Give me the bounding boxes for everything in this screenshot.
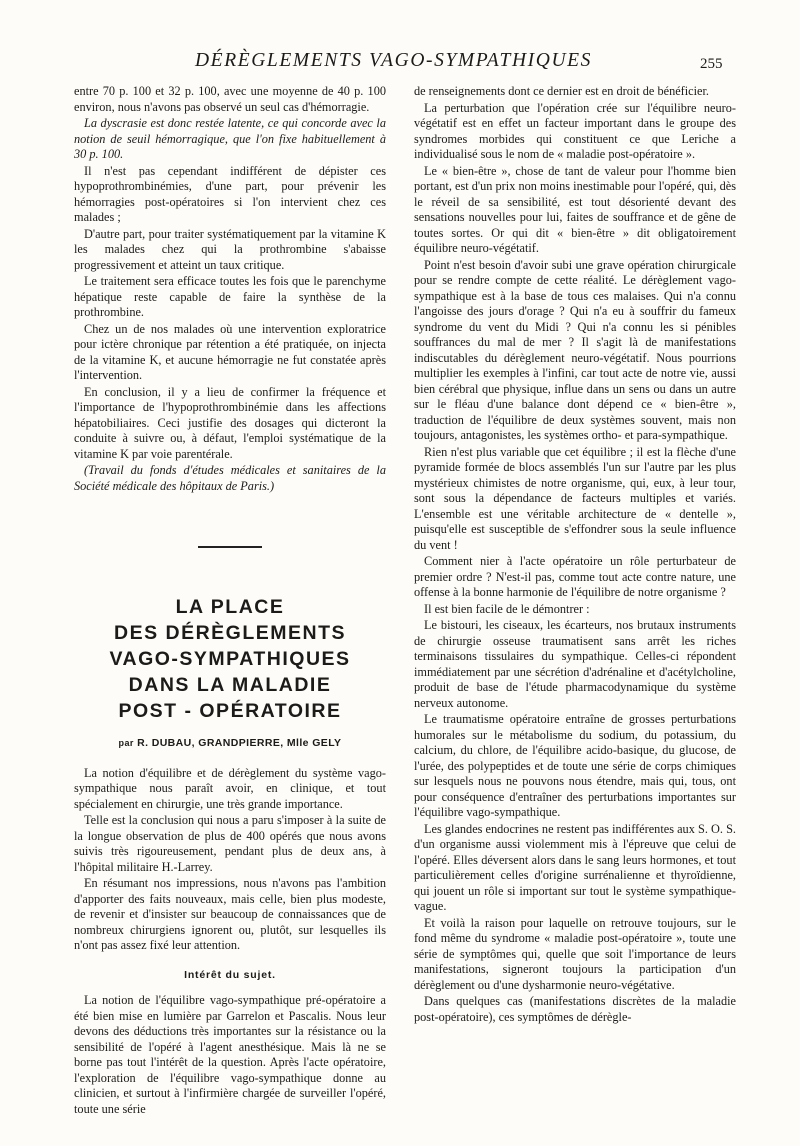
section-divider bbox=[198, 546, 262, 548]
running-title: DÉRÈGLEMENTS VAGO-SYMPATHIQUES bbox=[195, 50, 592, 71]
paragraph: de renseignements dont ce dernier est en droit de bénéficier. bbox=[414, 84, 710, 98]
paragraph: Il est bien facile de le démontrer : bbox=[424, 601, 590, 616]
paragraph: Comment nier à l'acte opératoire un rôle perturbateur de premier ordre ? N'est-il pas, comme tout acte contre nature, une offense à la bonne harmonie de l'équilibre de notre organisme ? bbox=[414, 554, 736, 599]
paragraph: La perturbation que l'opération crée sur l'équilibre neuro-végétatif est en effet un facteur important dans le groupe des syndromes morbides qui constituent ce que Leriche a individualisé sous le nom de « maladie post-opératoire ». bbox=[414, 100, 736, 161]
article-title bbox=[74, 594, 386, 724]
paragraph: Le traitement sera efficace toutes les fois que le parenchyme hépatique reste capable de faire la synthèse de la prothrombine. bbox=[74, 274, 386, 319]
paragraph: Le traumatisme opératoire entraîne de grosses perturbations humorales sur le métabolisme du sodium, du potassium, du calcium, du chlore, de l'équilibre acido-basique, du glucose, de l'urée, des polypeptides et de toute une série de corps chimiques sur lesquels nous ne pouvons nous étendre, mais qui, tous, ont pour conséquence d'entraîner des perturbations importantes sur l'équilibre vago-sympathique. bbox=[414, 712, 736, 819]
paragraph: entre 70 p. 100 et 32 p. 100, avec une moyenne de 40 p. 100 environ, nous n'avons pas observé un seul cas d'hémorragie. bbox=[74, 84, 386, 114]
section-heading: Intérêt du sujet. bbox=[184, 968, 276, 981]
article-title-line: DES DÉRÈGLEMENTS bbox=[113, 622, 347, 644]
article-title-line: VAGO-SYMPATHIQUES bbox=[109, 648, 351, 670]
right-column bbox=[414, 84, 736, 1026]
left-column bbox=[74, 84, 386, 1118]
paragraph: Point n'est besoin d'avoir subi une grave opération chirurgicale pour se rendre compte de cette réalité. Le dérèglement vago-sympathique est à la base de tous ces malaises. Qui n'a connu l'angoisse des jours d'orage ? Qui n'a eu à souffrir du fameux syndrome du vent du Midi ? Qui n'a connu les si pénibles souffrances du mal de mer ? Il s'agit là de manifestations indiscutables du dérèglement neuro-végétatif. Nous pourrions multiplier les exemples à l'infini, car tout acte de notre vie, aussi bien cérébral que physique, influe dans un sens ou dans un autre sur le fléau d'une balance dont dépend ce « bien-être », traduction de l'équilibre de deux systèmes souvent, mais non toujours, antagonistes, les systèmes ortho- et para-sympathique. bbox=[414, 257, 736, 442]
paragraph: D'autre part, pour traiter systématiquement par la vitamine K les malades chez qui la prothrombine s'abaisse progressivement et atteint un taux critique. bbox=[74, 226, 386, 272]
article-authors bbox=[74, 736, 386, 752]
paragraph: Le bistouri, les ciseaux, les écarteurs, nos brutaux instruments de chirurgie osseuse traumatisent sans arrêt les riches terminaisons tissulaires du sympathique. Celles-ci répondent immédiatement par une sécrétion d'adrénaline et d'acétylcholine, produit de base de l'étude pharmacodynamique du système nerveux autonome. bbox=[414, 618, 736, 710]
paragraph: Il n'est pas cependant indifférent de dépister ces hypoprothrombinémies, d'une part, pour prévenir les hémorragies post-opératoires si l'on intervient chez ces malades ; bbox=[74, 163, 386, 224]
paragraph: La notion d'équilibre et de dérèglement du système vago-sympathique nous paraît avoir, en clinique, et tout spécialement en chirurgie, une très grande importance. bbox=[74, 765, 386, 811]
paragraph: La dyscrasie est donc restée latente, ce qui concorde avec la notion de seuil hémorragique, que l'on fixe habituellement à 30 p. 100. bbox=[74, 116, 386, 161]
paragraph: Les glandes endocrines ne restent pas indifférentes aux S. O. S. d'un organisme aussi violemment mis à l'épreuve que celui de l'opéré. Elles déversent alors dans le sang leurs hormones, et tout particulièrement celles d'origine surrénalienne et thyroïdienne, qui jouent un rôle si important sur tout le système sympathique-vague. bbox=[414, 821, 736, 913]
paragraph: En résumant nos impressions, nous n'avons pas l'ambition d'apporter des faits nouveaux, mais celle, bien plus modeste, de revenir et d'insister sur beaucoup de connaissances que de nombreux chirurgiens ignorent ou, plutôt, sur lesquelles ils n'ont pas assez fixé leur attention. bbox=[74, 876, 386, 952]
paragraph: La notion de l'équilibre vago-sympathique pré-opératoire a été bien mise en lumière par Garrelon et Pascalis. Nous leur devons des déductions très importantes sur la résistance ou la sensibilité de l'opéré à l'agent anesthésique. Mais là ne se borne pas tout l'intérêt de la question. Après l'acte opératoire, l'exploration de l'équilibre vago-sympathique donne au clinicien, et surtout à l'infirmière chargée de surveiller l'opéré, toute une série bbox=[74, 993, 386, 1116]
article-title-line: LA PLACE bbox=[175, 596, 285, 618]
paragraph: Rien n'est plus variable que cet équilibre ; il est la flèche d'une pyramide formée de blocs assemblés l'un sur l'autre par les plus mystérieux chimistes de notre organisme, qui, eux, à leur tour, sont sous la dépendance de facteurs multiples et variés. L'ensemble est une véritable architecture de « dentelle », puisqu'elle est susceptible de s'effondrer sous la seule influence du vent ! bbox=[414, 444, 736, 552]
article-title-line: DANS LA MALADIE bbox=[128, 674, 332, 696]
article-title-line: POST - OPÉRATOIRE bbox=[118, 700, 342, 722]
article-intro bbox=[74, 766, 386, 954]
paragraph: Dans quelques cas (manifestations discrètes de la maladie post-opératoire), ces symptômes de dérègle- bbox=[414, 994, 736, 1024]
paragraph: En conclusion, il y a lieu de confirmer la fréquence et l'importance de l'hypoprothrombinémie dans les affections hépatobiliaires. Ceci justifie des dosages qui dicteront la conduite à suivre ou, à défaut, l'emploi systématique de la vitamine K par voie parentérale. bbox=[74, 384, 386, 461]
paragraph: Telle est la conclusion qui nous a paru s'imposer à la suite de la longue observation de plus de 400 opérés que nous avons suivis très rigoureusement, pendant plus de deux ans, à l'hôpital militaire H.-Larrey. bbox=[74, 813, 386, 874]
authors-prefix: par bbox=[118, 738, 134, 748]
authors-names: R. DUBAU, GRANDPIERRE, Mlle GELY bbox=[137, 737, 342, 749]
paragraph: Et voilà la raison pour laquelle on retrouve toujours, sur le fond même du syndrome « maladie post-opératoire », toute une série de symptômes qui, quelle que soit l'importance de leurs manifestations, signeront toujours la participation d'un dérèglement ou d'une dysharmonie neuro-végétative. bbox=[414, 915, 736, 992]
funding-note: (Travail du fonds d'études médicales et sanitaires de la Société médicale des hôpitaux de Paris.) bbox=[74, 463, 386, 493]
page-number: 255 bbox=[700, 56, 723, 72]
paragraph: Le « bien-être », chose de tant de valeur pour l'homme bien portant, est d'un prix non moins inestimable pour l'opéré, qui, dès le réveil de sa sensibilité, est tout désorienté devant des sensations nouvelles pour lui, faites de souffrance et de gêne de toutes sortes. Or qui dit « bien-être » dit obligatoirement équilibre neuro-végétatif. bbox=[414, 163, 736, 255]
page-header bbox=[0, 50, 800, 76]
paragraph: Chez un de nos malades où une intervention exploratrice pour ictère chronique par rétention a été pratiquée, on injecta de la vitamine K, et aucune hémorragie ne fut constatée après l'intervention. bbox=[74, 321, 386, 382]
